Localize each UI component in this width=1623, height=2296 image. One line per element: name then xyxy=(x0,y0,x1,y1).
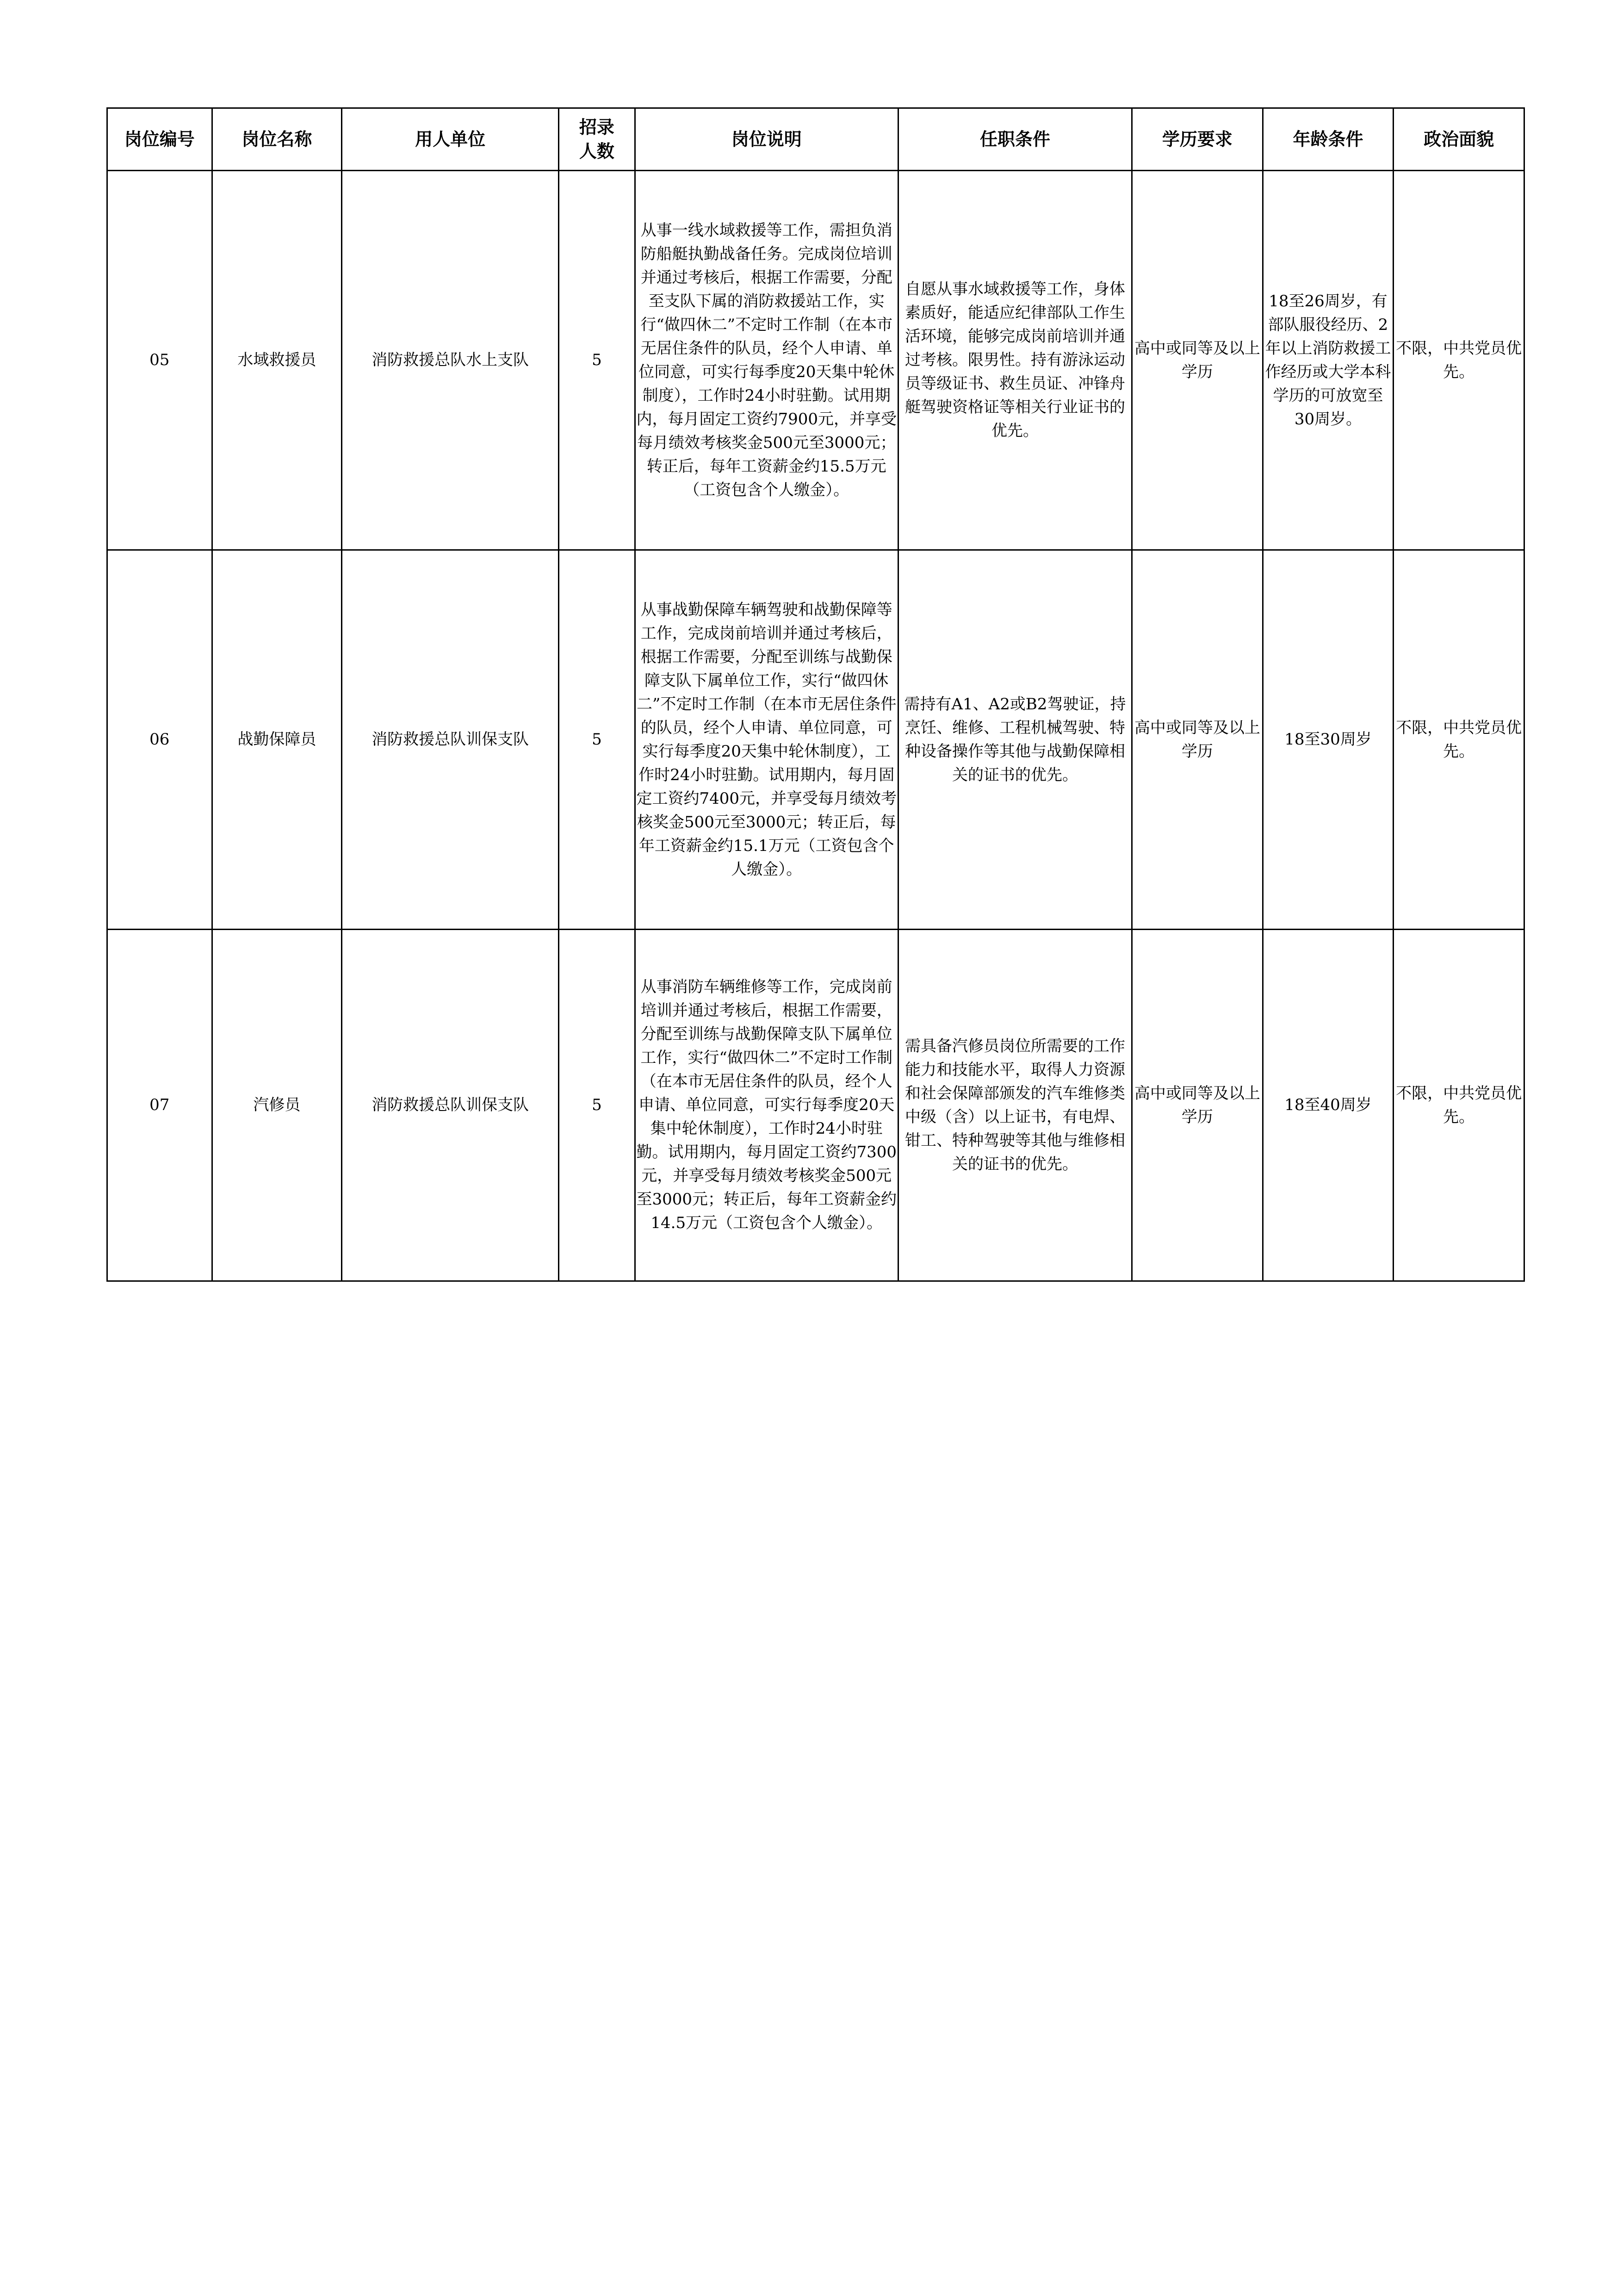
cell-desc: 从事一线水域救援等工作，需担负消防船艇执勤战备任务。完成岗位培训并通过考核后，根据工作需要，分配至支队下属的消防救援站工作，实行“做四休二”不定时工作制（在本市无居住条件的队员，经个人申请、单位同意，可实行每季度20天集中轮休制度），工作时24小时驻勤。试用期内，每月固定工资约7900元，并享受每月绩效考核奖金500元至3000元；转正后，每年工资薪金约15.5万元（工资包含个人缴金）。 xyxy=(635,171,898,550)
cell-name: 战勤保障员 xyxy=(212,550,342,930)
header-count xyxy=(559,108,635,171)
cell-code: 05 xyxy=(107,171,212,550)
cell-age: 18至30周岁 xyxy=(1263,550,1394,930)
header-count-line1: 招录 xyxy=(579,117,614,137)
cell-education: 高中或同等及以上学历 xyxy=(1132,550,1263,930)
cell-code: 07 xyxy=(107,930,212,1281)
header-unit: 用人单位 xyxy=(342,108,559,171)
header-requirements: 任职条件 xyxy=(898,108,1132,171)
cell-count: 5 xyxy=(559,930,635,1281)
table-row xyxy=(107,930,1524,1281)
cell-name: 水域救援员 xyxy=(212,171,342,550)
header-name: 岗位名称 xyxy=(212,108,342,171)
cell-desc: 从事战勤保障车辆驾驶和战勤保障等工作，完成岗前培训并通过考核后，根据工作需要，分配至训练与战勤保障支队下属单位工作，实行“做四休二”不定时工作制（在本市无居住条件的队员，经个人申请、单位同意，可实行每季度20天集中轮休制度），工作时24小时驻勤。试用期内，每月固定工资约7400元，并享受每月绩效考核奖金500元至3000元；转正后，每年工资薪金约15.1万元（工资包含个人缴金）。 xyxy=(635,550,898,930)
cell-age: 18至40周岁 xyxy=(1263,930,1394,1281)
cell-unit: 消防救援总队水上支队 xyxy=(342,171,559,550)
header-code: 岗位编号 xyxy=(107,108,212,171)
cell-political: 不限，中共党员优先。 xyxy=(1394,550,1524,930)
cell-age: 18至26周岁，有部队服役经历、2年以上消防救援工作经历或大学本科学历的可放宽至30周岁。 xyxy=(1263,171,1394,550)
table-row xyxy=(107,550,1524,930)
table-row xyxy=(107,171,1524,550)
cell-code: 06 xyxy=(107,550,212,930)
cell-count: 5 xyxy=(559,550,635,930)
cell-requirements: 自愿从事水域救援等工作，身体素质好，能适应纪律部队工作生活环境，能够完成岗前培训并通过考核。限男性。持有游泳运动员等级证书、救生员证、冲锋舟艇驾驶资格证等相关行业证书的优先。 xyxy=(898,171,1132,550)
cell-political: 不限，中共党员优先。 xyxy=(1394,171,1524,550)
cell-desc: 从事消防车辆维修等工作，完成岗前培训并通过考核后，根据工作需要，分配至训练与战勤保障支队下属单位工作，实行“做四休二”不定时工作制（在本市无居住条件的队员，经个人申请、单位同意，可实行每季度20天集中轮休制度），工作时24小时驻勤。试用期内，每月固定工资约7300元，并享受每月绩效考核奖金500元至3000元；转正后，每年工资薪金约14.5万元（工资包含个人缴金）。 xyxy=(635,930,898,1281)
job-table xyxy=(106,107,1525,1282)
header-row xyxy=(107,108,1524,171)
cell-unit: 消防救援总队训保支队 xyxy=(342,550,559,930)
cell-education: 高中或同等及以上学历 xyxy=(1132,930,1263,1281)
cell-requirements: 需持有A1、A2或B2驾驶证，持烹饪、维修、工程机械驾驶、特种设备操作等其他与战勤保障相关的证书的优先。 xyxy=(898,550,1132,930)
cell-count: 5 xyxy=(559,171,635,550)
cell-name: 汽修员 xyxy=(212,930,342,1281)
cell-unit: 消防救援总队训保支队 xyxy=(342,930,559,1281)
header-education: 学历要求 xyxy=(1132,108,1263,171)
cell-requirements: 需具备汽修员岗位所需要的工作能力和技能水平，取得人力资源和社会保障部颁发的汽车维修类中级（含）以上证书，有电焊、钳工、特种驾驶等其他与维修相关的证书的优先。 xyxy=(898,930,1132,1281)
cell-political: 不限，中共党员优先。 xyxy=(1394,930,1524,1281)
header-age: 年龄条件 xyxy=(1263,108,1394,171)
header-political: 政治面貌 xyxy=(1394,108,1524,171)
cell-education: 高中或同等及以上学历 xyxy=(1132,171,1263,550)
header-desc: 岗位说明 xyxy=(635,108,898,171)
header-count-line2: 人数 xyxy=(579,141,614,161)
